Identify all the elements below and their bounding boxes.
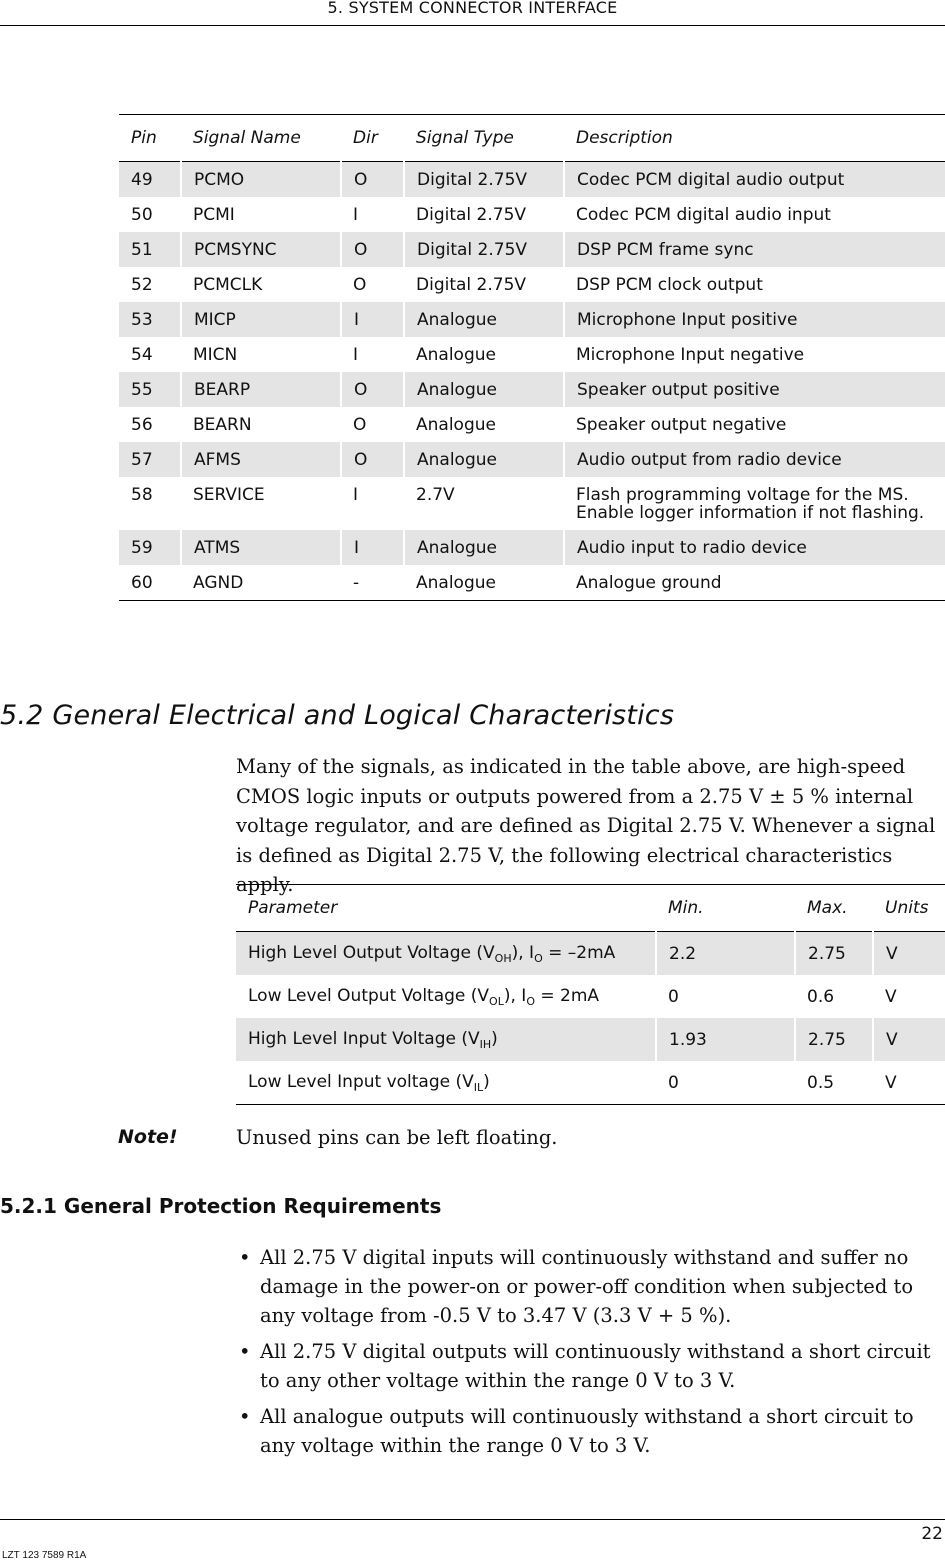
param-table-header <box>236 885 945 932</box>
cell-signal-name: ATMS <box>181 530 341 565</box>
cell-pin: 59 <box>119 530 181 565</box>
parameter-part: = 2mA <box>534 985 600 1006</box>
cell-signal-type: Digital 2.75V <box>416 205 527 225</box>
cell-max: 0.6 <box>807 986 835 1007</box>
cell-signal-name: AFMS <box>181 442 341 477</box>
cell-description: Speaker output positive <box>564 372 945 407</box>
parameter-part: ) <box>483 1071 490 1092</box>
table-row <box>119 197 945 232</box>
cell-description: DSP PCM clock output <box>576 275 763 295</box>
cell-dir: I <box>353 485 359 505</box>
cell-pin: 52 <box>131 275 153 295</box>
cell-dir: O <box>341 372 404 407</box>
cell-dir: O <box>341 442 404 477</box>
protection-list <box>236 1243 944 1467</box>
parameter-part: Low Level Output Voltage (V <box>248 985 490 1006</box>
cell-signal-name: AGND <box>181 565 341 601</box>
cell-description: DSP PCM frame sync <box>564 232 945 267</box>
col-parameter: Parameter <box>236 885 656 932</box>
cell-description: Microphone Input negative <box>576 345 805 365</box>
page-number: 22 <box>921 1524 943 1544</box>
cell-signal-type: Analogue <box>404 442 564 477</box>
col-pin: Pin <box>119 115 181 162</box>
parameter-part: Low Level Input voltage (V <box>248 1071 474 1092</box>
table-row <box>236 1061 945 1105</box>
cell-signal-name: SERVICE <box>193 485 265 505</box>
parameter-part: = –2mA <box>542 942 616 963</box>
note-label: Note! <box>118 1126 178 1148</box>
cell-signal-type: Analogue <box>416 345 496 365</box>
cell-parameter <box>236 975 656 1018</box>
cell-max: 0.5 <box>795 1061 873 1105</box>
parameter-part: ) <box>491 1028 498 1049</box>
cell-description: Flash programming voltage for the MS. Enable logger information if not flashing. <box>576 485 925 523</box>
cell-signal-name: BEARN <box>193 415 252 435</box>
header-title: 5. SYSTEM CONNECTOR INTERFACE <box>327 0 618 17</box>
cell-min: 1.93 <box>656 1018 795 1061</box>
parameter-part: OL <box>489 994 504 1008</box>
cell-signal-type: Analogue <box>404 372 564 407</box>
table-row <box>119 337 945 372</box>
cell-signal-type: 2.7V <box>416 485 455 505</box>
cell-dir: O <box>341 162 404 198</box>
cell-units: V <box>873 1061 945 1105</box>
cell-parameter <box>236 1061 656 1105</box>
cell-signal-name: MICP <box>181 302 341 337</box>
col-signal-name: Signal Name <box>181 115 341 162</box>
cell-signal-type: Analogue <box>404 565 564 601</box>
cell-units: V <box>885 986 897 1007</box>
list-item-text: All 2.75 V digital outputs will continuously withstand a short circuit to any other voltage within the range 0 V to 3 V. <box>260 1340 931 1392</box>
table-row <box>119 267 945 302</box>
bullet-icon: • <box>239 1340 251 1363</box>
cell-dir: O <box>353 275 367 295</box>
col-units: Units <box>873 885 945 932</box>
table-row <box>119 530 945 565</box>
cell-description: Speaker output negative <box>576 415 787 435</box>
cell-description: Analogue ground <box>564 565 945 601</box>
col-min: Min. <box>656 885 795 932</box>
table-row <box>119 302 945 337</box>
parameter-part: IL <box>473 1080 484 1094</box>
cell-signal-name: PCMI <box>193 205 235 225</box>
list-item-text: All 2.75 V digital inputs will continuously withstand and suffer no damage in the power-on or power-off condition when subjected to any voltage from -0.5 V to 3.47 V (3.3 V + 5 %). <box>260 1246 914 1327</box>
cell-dir: I <box>341 530 404 565</box>
table-row <box>119 442 945 477</box>
cell-description: Codec PCM digital audio input <box>576 205 831 225</box>
table-row <box>119 407 945 442</box>
table-row <box>119 372 945 407</box>
table-row <box>236 975 945 1018</box>
cell-pin: 57 <box>119 442 181 477</box>
cell-min: 0 <box>668 986 679 1007</box>
cell-signal-type: Digital 2.75V <box>416 275 527 295</box>
table-row <box>119 232 945 267</box>
table-row <box>236 1018 945 1061</box>
cell-signal-name: MICN <box>193 345 238 365</box>
cell-pin: 50 <box>131 205 153 225</box>
bullet-icon: • <box>239 1246 251 1269</box>
cell-pin: 55 <box>119 372 181 407</box>
note-text: Unused pins can be left floating. <box>236 1126 558 1149</box>
cell-min: 0 <box>656 1061 795 1105</box>
cell-signal-name: PCMCLK <box>193 275 263 295</box>
cell-pin: 54 <box>131 345 153 365</box>
cell-signal-type: Digital 2.75V <box>404 162 564 198</box>
cell-pin: 58 <box>131 485 153 505</box>
cell-signal-name: PCMO <box>181 162 341 198</box>
cell-dir: I <box>353 345 359 365</box>
list-item-text: All analogue outputs will continuously withstand a short circuit to any voltage within the range 0 V to 3 V. <box>260 1405 914 1457</box>
cell-pin: 51 <box>119 232 181 267</box>
list-item <box>236 1243 944 1330</box>
cell-units: V <box>873 932 945 976</box>
cell-pin: 56 <box>131 415 153 435</box>
cell-description: Microphone Input positive <box>564 302 945 337</box>
parameter-part: IH <box>479 1037 492 1051</box>
parameter-part: O <box>534 951 543 965</box>
cell-pin: 53 <box>119 302 181 337</box>
col-description: Description <box>564 115 945 162</box>
col-max: Max. <box>795 885 873 932</box>
cell-description: Audio output from radio device <box>564 442 945 477</box>
footer-divider <box>0 1519 945 1520</box>
table-row <box>119 477 945 530</box>
document-id: LZT 123 7589 R1A <box>2 1550 87 1561</box>
parameter-part: High Level Output Voltage (V <box>248 942 495 963</box>
pin-table-header <box>119 115 945 162</box>
table-row <box>119 565 945 601</box>
cell-signal-type: Digital 2.75V <box>404 232 564 267</box>
bullet-icon: • <box>239 1405 251 1428</box>
cell-description: Codec PCM digital audio output <box>564 162 945 198</box>
parameter-part: OH <box>494 951 512 965</box>
cell-dir: - <box>341 565 404 601</box>
cell-dir: I <box>353 205 359 225</box>
pin-table <box>119 114 945 601</box>
section-paragraph: Many of the signals, as indicated in the table above, are high-speed CMOS logic inputs or outputs powered from a 2.75 V ± 5 % internal voltage regulator, and are defined as Digital 2.75 V. Whenever a signal is defined as Digital 2.75 V, the following electrical characteristics apply. <box>236 755 936 896</box>
cell-pin: 49 <box>119 162 181 198</box>
cell-units: V <box>873 1018 945 1061</box>
section-heading: 5.2 General Electrical and Logical Characteristics <box>0 700 675 731</box>
col-dir: Dir <box>341 115 404 162</box>
cell-min: 2.2 <box>656 932 795 976</box>
cell-signal-name: BEARP <box>181 372 341 407</box>
cell-parameter <box>236 1018 656 1061</box>
parameter-part: ), I <box>511 942 535 963</box>
cell-description: Audio input to radio device <box>564 530 945 565</box>
cell-signal-type: Analogue <box>404 302 564 337</box>
table-row <box>236 932 945 976</box>
cell-max: 2.75 <box>795 1018 873 1061</box>
list-item <box>236 1402 944 1460</box>
cell-parameter <box>236 932 656 976</box>
cell-pin: 60 <box>119 565 181 601</box>
parameter-part: ), I <box>503 985 527 1006</box>
page-header <box>0 0 945 26</box>
cell-dir: O <box>353 415 367 435</box>
parameter-part: High Level Input Voltage (V <box>248 1028 480 1049</box>
cell-dir: I <box>341 302 404 337</box>
cell-max: 2.75 <box>795 932 873 976</box>
cell-dir: O <box>341 232 404 267</box>
parameter-part: O <box>526 994 535 1008</box>
subsection-heading: 5.2.1 General Protection Requirements <box>0 1194 442 1218</box>
table-row <box>119 162 945 198</box>
cell-signal-type: Analogue <box>404 530 564 565</box>
list-item <box>236 1337 944 1395</box>
cell-signal-type: Analogue <box>416 415 496 435</box>
cell-signal-name: PCMSYNC <box>181 232 341 267</box>
param-table <box>236 884 945 1105</box>
col-signal-type: Signal Type <box>404 115 564 162</box>
